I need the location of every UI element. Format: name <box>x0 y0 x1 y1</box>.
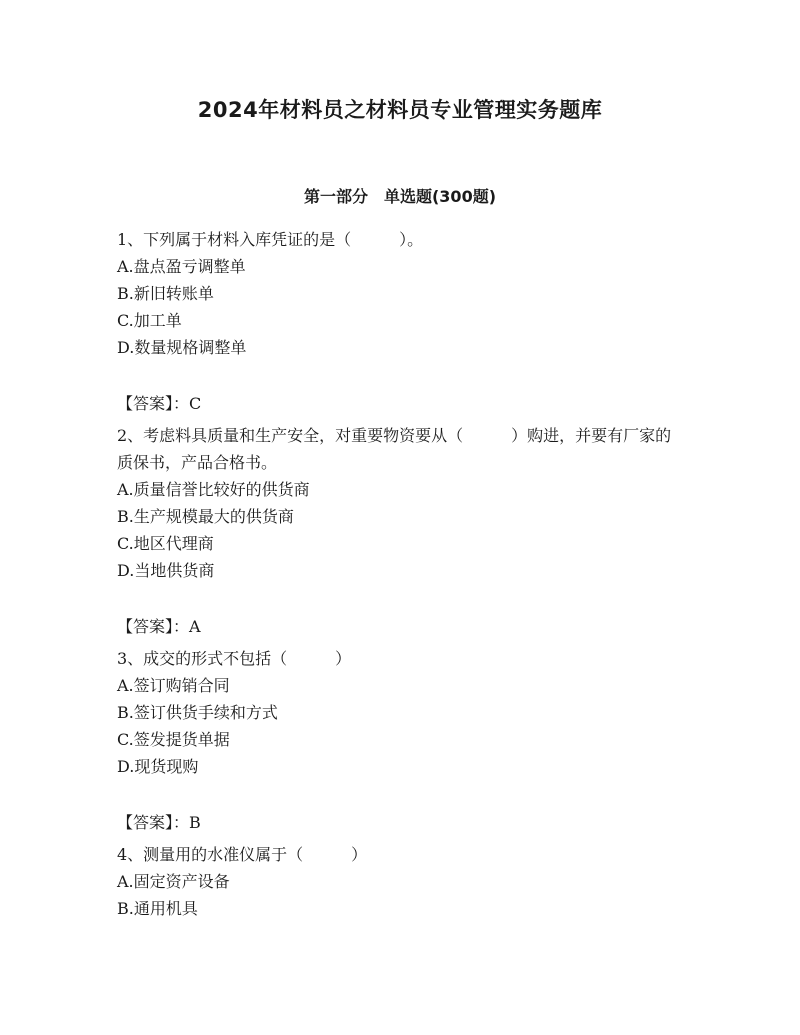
question-stem: 2、考虑料具质量和生产安全，对重要物资要从（ ）购进，并要有厂家的质保书，产品合格书。 <box>117 426 672 472</box>
question-stem: 1、下列属于材料入库凭证的是（ ）。 <box>117 230 424 249</box>
answer-label: 【答案】：B <box>117 813 201 832</box>
question-option: D.现货现购 <box>117 757 199 776</box>
answer-label: 【答案】：C <box>117 394 202 413</box>
question-item <box>117 226 687 422</box>
question-option: A.质量信誉比较好的供货商 <box>117 480 310 499</box>
question-stem: 3、成交的形式不包括（ ） <box>117 649 352 668</box>
question-option: C.签发提货单据 <box>117 730 230 749</box>
question-option: A.固定资产设备 <box>117 872 230 891</box>
document-title: 2024年材料员之材料员专业管理实务题库 <box>197 98 603 122</box>
question-option: B.通用机具 <box>117 899 198 918</box>
question-option: D.当地供货商 <box>117 561 215 580</box>
question-stem: 4、测量用的水准仪属于（ ） <box>117 845 368 864</box>
question-list <box>117 226 687 922</box>
question-option: D.数量规格调整单 <box>117 338 247 357</box>
question-option: B.生产规模最大的供货商 <box>117 507 294 526</box>
question-option: C.地区代理商 <box>117 534 214 553</box>
question-option: B.签订供货手续和方式 <box>117 703 278 722</box>
question-option: B.新旧转账单 <box>117 284 214 303</box>
question-item <box>117 645 687 841</box>
question-item <box>117 422 687 645</box>
answer-label: 【答案】：A <box>117 617 201 636</box>
question-option: A.签订购销合同 <box>117 676 230 695</box>
question-item <box>117 841 687 922</box>
question-option: C.加工单 <box>117 311 182 330</box>
question-option: A.盘点盈亏调整单 <box>117 257 246 276</box>
section-title: 第一部分 单选题(300题) <box>303 187 497 206</box>
